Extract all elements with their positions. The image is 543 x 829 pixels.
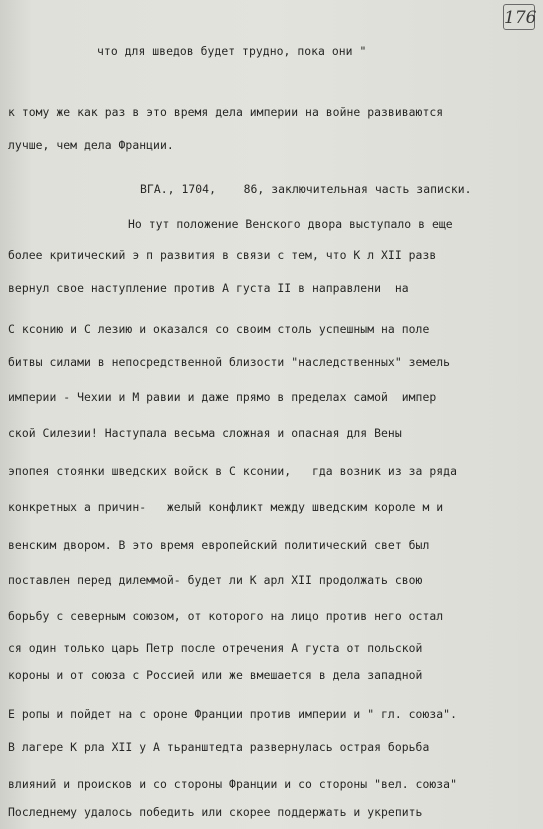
text-line: эпопея стоянки шведских войск в С ксонии, гда возник из за ряда bbox=[8, 464, 458, 478]
text-line: Е ропы и пойдет на с ороне Франции против империи и " гл. союза". bbox=[8, 707, 458, 721]
text-line: к тому же как раз в это время дела империи на войне развиваются bbox=[8, 105, 444, 119]
text-line: венским двором. В это время европейский политический свет был bbox=[8, 538, 430, 552]
text-line: поставлен перед дилеммой- будет ли К арл XII продолжать свою bbox=[8, 573, 423, 587]
text-line: борьбу с северным союзом, от которого на лицо против него остал bbox=[8, 609, 444, 623]
text-line: ской Силезии! Наступала весьма сложная и опасная для Вены bbox=[8, 426, 402, 440]
text-line: Но тут положение Венского двора выступало в еще bbox=[128, 217, 453, 231]
text-line: вернул свое наступление против А густа II в направлени на bbox=[8, 281, 409, 295]
text-line: С ксонию и С лезию и оказался со своим столь успешным на поле bbox=[8, 322, 430, 336]
text-line: лучше, чем дела Франции. bbox=[8, 138, 174, 152]
text-line: более критический э п развития в связи с тем, что К л XII разв bbox=[8, 248, 437, 262]
text-line: битвы силами в непосредственной близости "наследственных" земель bbox=[8, 355, 451, 369]
text-line: конкретных а причин- желый конфликт между шведским короле м и bbox=[8, 500, 444, 514]
text-line: империи - Чехии и М равии и даже прямо в пределах самой импер bbox=[8, 390, 437, 404]
text-line: что для шведов будет трудно, пока они " bbox=[97, 44, 367, 58]
text-line: короны и от союза с Россией или же вмешается в дела западной bbox=[8, 668, 423, 682]
text-line: ВГА., 1704, 86, заключительная часть записки. bbox=[140, 182, 472, 196]
text-line: влияний и происков и со стороны Франции и со стороны "вел. союза" bbox=[8, 777, 458, 791]
text-line: ся один только царь Петр после отречения А густа от польской bbox=[8, 641, 423, 655]
text-line: Последнему удалось победить или скорее поддержать и укрепить bbox=[8, 805, 423, 819]
page-number: 176 bbox=[503, 4, 535, 30]
text-line: В лагере К рла XII у А тьранштедта развернулась острая борьба bbox=[8, 740, 430, 754]
